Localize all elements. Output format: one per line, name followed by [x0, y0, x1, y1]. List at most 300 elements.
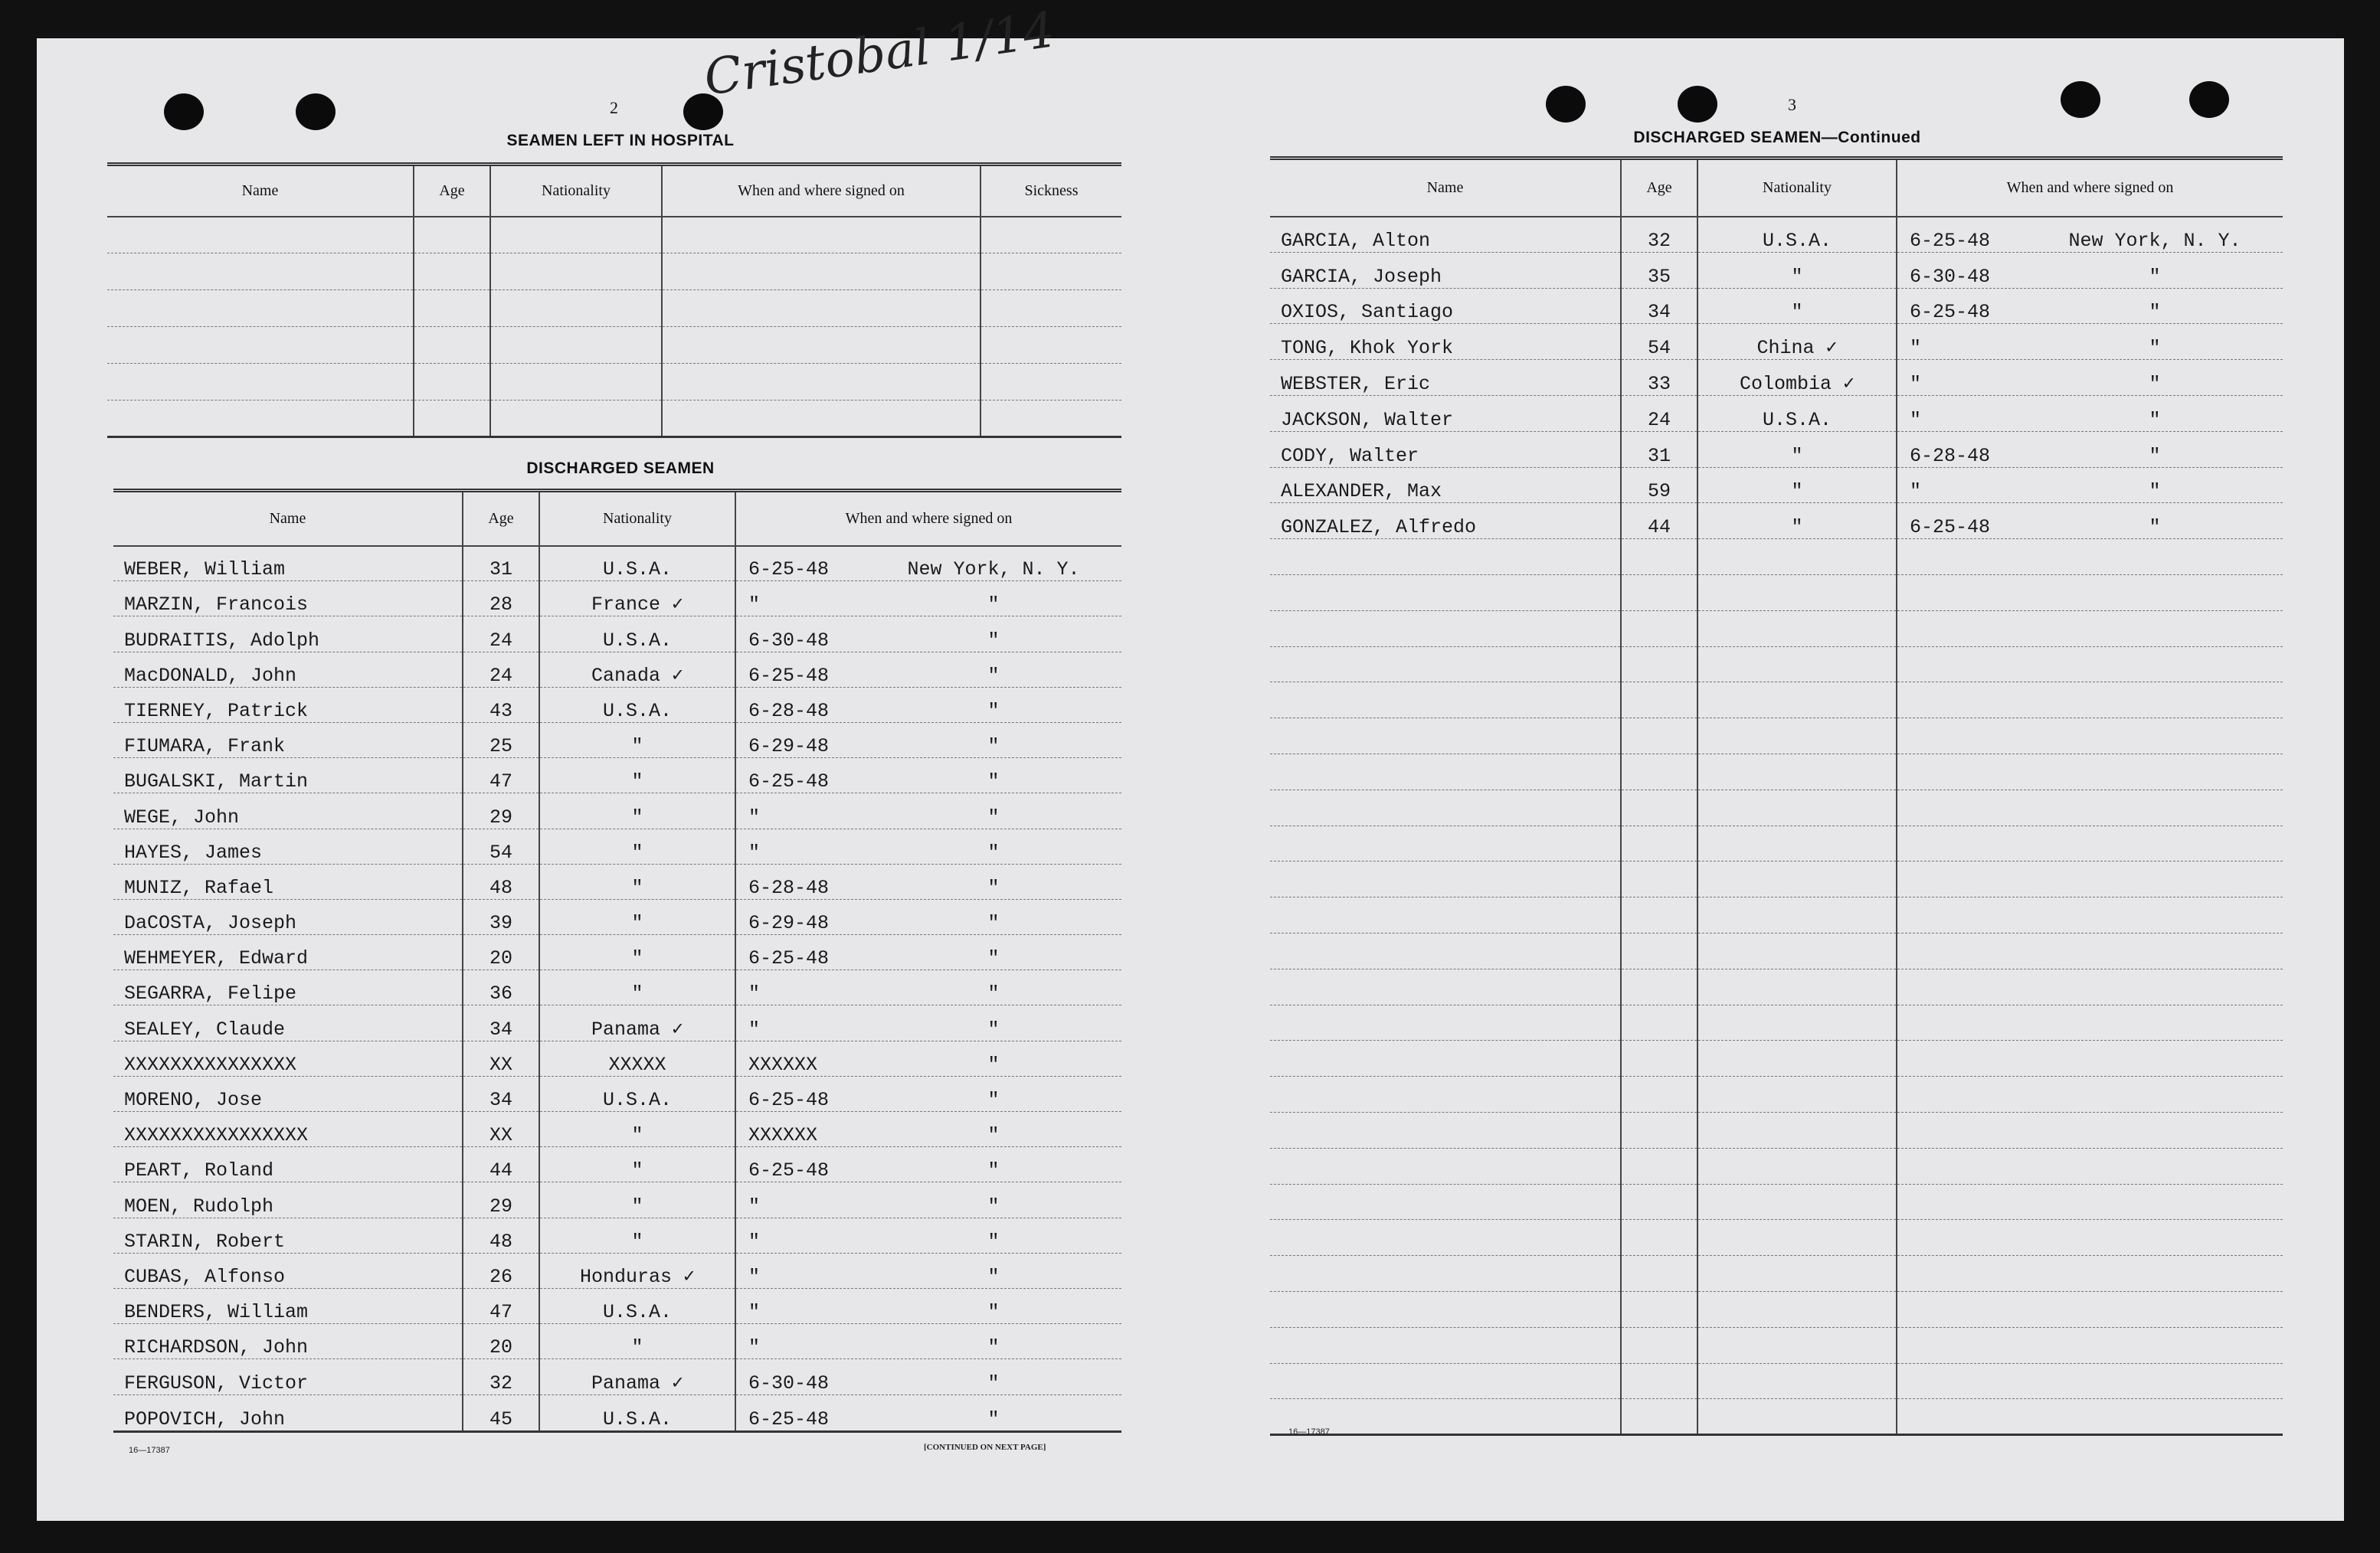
punch-hole [164, 93, 204, 130]
discharged-rows-left [113, 546, 1121, 1432]
seaman-name: SEALEY, Claude [113, 1005, 463, 1041]
signed-on-date: XXXXXX [748, 1053, 818, 1076]
seaman-nationality: U.S.A. [1697, 395, 1897, 431]
signed-on-place: " [987, 1372, 1000, 1394]
signed-on-date: 6-25-48 [1910, 301, 1991, 324]
seaman-nationality: " [1697, 503, 1897, 539]
signed-on-cell [1897, 217, 2283, 253]
seaman-name: TONG, Khok York [1270, 324, 1621, 360]
blank-row [1270, 862, 2283, 897]
signed-on-place: " [987, 1265, 1000, 1288]
signed-on-cell [735, 1005, 1121, 1041]
seaman-row [113, 1324, 1121, 1359]
signed-on-date: " [748, 1301, 761, 1324]
signed-on-date: " [748, 1265, 761, 1288]
seaman-name: DaCOSTA, Joseph [113, 899, 463, 934]
col-nationality: Nationality [539, 491, 735, 546]
signed-on-place: New York, N. Y. [2068, 229, 2241, 252]
signed-on-date: 6-28-48 [748, 876, 830, 899]
seaman-nationality: Panama ✓ [539, 1359, 735, 1394]
signed-on-date: 6-25-48 [748, 558, 830, 581]
discharged-heading: DISCHARGED SEAMEN [526, 459, 715, 477]
seaman-nationality: " [1697, 288, 1897, 324]
blank-row [1270, 1363, 2283, 1399]
seaman-row [1270, 252, 2283, 288]
seaman-age: 54 [463, 829, 539, 864]
punch-hole [1678, 86, 1717, 123]
seaman-row [1270, 503, 2283, 539]
signed-on-date: " [1910, 337, 1922, 360]
blank-row [1270, 1041, 2283, 1077]
signed-on-date: " [748, 1230, 761, 1253]
seaman-nationality: " [539, 793, 735, 829]
seaman-nationality: U.S.A. [539, 1394, 735, 1431]
seaman-row [113, 829, 1121, 864]
discharged-table-left [113, 489, 1121, 1433]
signed-on-cell [1897, 431, 2283, 467]
blank-row [1270, 574, 2283, 610]
seaman-nationality: " [539, 722, 735, 757]
signed-on-cell [1897, 324, 2283, 360]
seaman-row [1270, 288, 2283, 324]
punch-hole [2189, 81, 2229, 118]
seaman-age: 48 [463, 1218, 539, 1253]
signed-on-date: " [748, 1336, 761, 1359]
seaman-row [1270, 324, 2283, 360]
seaman-name: MOEN, Rudolph [113, 1182, 463, 1218]
signed-on-date: 6-30-48 [748, 629, 830, 652]
col-signed-on: When and where signed on [2006, 178, 2174, 196]
signed-on-place: " [2149, 480, 2161, 503]
hospital-empty-row [107, 364, 1121, 401]
seaman-name: RICHARDSON, John [113, 1324, 463, 1359]
signed-on-cell [735, 899, 1121, 934]
seaman-nationality: U.S.A. [539, 1288, 735, 1323]
signed-on-cell [735, 546, 1121, 581]
signed-on-place: " [2149, 516, 2161, 539]
seaman-nationality: " [1697, 467, 1897, 503]
seaman-age: 32 [1621, 217, 1697, 253]
blank-row [1270, 682, 2283, 718]
signed-on-place: " [987, 735, 1000, 758]
seaman-row [1270, 395, 2283, 431]
discharged-rows-right [1270, 217, 2283, 1435]
seaman-age: 20 [463, 1324, 539, 1359]
blank-row [1270, 826, 2283, 862]
handwritten-note: Cristobal 1/14 [700, 2, 1059, 107]
signed-on-date: " [748, 1018, 761, 1041]
signed-on-date: 6-29-48 [748, 735, 830, 758]
seaman-age: 32 [463, 1359, 539, 1394]
seaman-name: XXXXXXXXXXXXXXXX [113, 1112, 463, 1147]
seaman-name: SEGARRA, Felipe [113, 970, 463, 1005]
seaman-name: BUDRAITIS, Adolph [113, 616, 463, 652]
signed-on-place: " [2149, 444, 2161, 467]
seaman-age: 45 [463, 1394, 539, 1431]
seaman-name: WEBER, William [113, 546, 463, 581]
signed-on-cell [1897, 288, 2283, 324]
seaman-age: XX [463, 1112, 539, 1147]
signed-on-date: 6-28-48 [748, 699, 830, 722]
signed-on-cell [735, 1147, 1121, 1182]
signed-on-date: 6-25-48 [1910, 229, 1991, 252]
seaman-row [113, 1005, 1121, 1041]
signed-on-cell [735, 758, 1121, 793]
seaman-age: 33 [1621, 360, 1697, 396]
blank-row [1270, 539, 2283, 575]
seaman-nationality: Honduras ✓ [539, 1253, 735, 1288]
blank-row [1270, 718, 2283, 754]
seaman-name: GARCIA, Alton [1270, 217, 1621, 253]
seaman-name: FERGUSON, Victor [113, 1359, 463, 1394]
col-name: Name [113, 491, 463, 546]
signed-on-date: " [1910, 480, 1922, 503]
seaman-name: BUGALSKI, Martin [113, 758, 463, 793]
seaman-row [113, 970, 1121, 1005]
signed-on-date: 6-25-48 [748, 947, 830, 970]
hospital-heading: SEAMEN LEFT IN HOSPITAL [506, 132, 735, 149]
signed-on-place: " [2149, 372, 2161, 395]
seaman-nationality: " [539, 1182, 735, 1218]
seaman-row [113, 546, 1121, 581]
seaman-row [113, 899, 1121, 934]
hospital-col-nationality: Nationality [490, 165, 662, 217]
signed-on-place: " [2149, 408, 2161, 431]
seaman-row [1270, 431, 2283, 467]
seaman-nationality: " [539, 935, 735, 970]
signed-on-date: 6-30-48 [748, 1372, 830, 1394]
signed-on-date: " [1910, 372, 1922, 395]
seaman-name: WEHMEYER, Edward [113, 935, 463, 970]
seaman-age: 28 [463, 581, 539, 616]
seaman-name: WEBSTER, Eric [1270, 360, 1621, 396]
seaman-age: XX [463, 1041, 539, 1076]
seaman-name: MUNIZ, Rafael [113, 864, 463, 899]
seaman-row [1270, 360, 2283, 396]
seaman-age: 31 [463, 546, 539, 581]
seaman-name: JACKSON, Walter [1270, 395, 1621, 431]
seaman-nationality: XXXXX [539, 1041, 735, 1076]
signed-on-place: " [987, 982, 1000, 1005]
seaman-age: 36 [463, 970, 539, 1005]
seaman-age: 31 [1621, 431, 1697, 467]
signed-on-date: 6-30-48 [1910, 265, 1991, 288]
punch-hole [296, 93, 336, 130]
seaman-name: TIERNEY, Patrick [113, 687, 463, 722]
signed-on-cell [735, 1394, 1121, 1431]
signed-on-place: " [987, 947, 1000, 970]
page-number-right: 3 [1788, 95, 1796, 114]
signed-on-place: " [2149, 337, 2161, 360]
form-number-left: 16—17387 [129, 1446, 170, 1455]
signed-on-cell [735, 793, 1121, 829]
seaman-nationality: China ✓ [1697, 324, 1897, 360]
seaman-row [1270, 467, 2283, 503]
signed-on-place: " [987, 1124, 1000, 1147]
signed-on-cell [735, 687, 1121, 722]
signed-on-place: New York, N. Y. [907, 558, 1080, 581]
signed-on-cell [1897, 395, 2283, 431]
signed-on-date: " [748, 806, 761, 829]
seaman-nationality: " [539, 864, 735, 899]
seaman-nationality: Panama ✓ [539, 1005, 735, 1041]
seaman-row [113, 652, 1121, 687]
signed-on-cell [735, 581, 1121, 616]
seaman-age: 29 [463, 793, 539, 829]
blank-row [1270, 1112, 2283, 1148]
discharged-continued-heading: DISCHARGED SEAMEN—Continued [1633, 129, 1921, 146]
seaman-name: BENDERS, William [113, 1288, 463, 1323]
signed-on-place: " [987, 1230, 1000, 1253]
seaman-row [113, 1112, 1121, 1147]
signed-on-cell [1897, 252, 2283, 288]
blank-row [1270, 1184, 2283, 1220]
seaman-age: 59 [1621, 467, 1697, 503]
signed-on-cell [735, 1112, 1121, 1147]
seaman-row [113, 758, 1121, 793]
signed-on-date: " [748, 841, 761, 864]
seaman-name: CODY, Walter [1270, 431, 1621, 467]
signed-on-place: " [987, 1336, 1000, 1359]
hospital-col-signed-on: When and where signed on [662, 165, 980, 217]
seaman-age: 47 [463, 758, 539, 793]
seaman-name: MARZIN, Francois [113, 581, 463, 616]
seaman-row [113, 581, 1121, 616]
signed-on-place: " [987, 664, 1000, 687]
signed-on-date: 6-28-48 [1910, 444, 1991, 467]
seaman-name: XXXXXXXXXXXXXXX [113, 1041, 463, 1076]
blank-row [1270, 790, 2283, 826]
seaman-age: 24 [463, 616, 539, 652]
signed-on-place: " [987, 806, 1000, 829]
punch-hole [1546, 86, 1586, 123]
signed-on-cell [735, 616, 1121, 652]
punch-hole [2061, 81, 2100, 118]
seaman-row [113, 793, 1121, 829]
signed-on-date: 6-29-48 [748, 912, 830, 935]
hospital-empty-row [107, 290, 1121, 327]
seaman-row [113, 1076, 1121, 1111]
seaman-age: 20 [463, 935, 539, 970]
signed-on-cell [735, 1218, 1121, 1253]
seaman-name: HAYES, James [113, 829, 463, 864]
hospital-table [107, 162, 1121, 438]
seaman-row [113, 1041, 1121, 1076]
seaman-row [113, 1288, 1121, 1323]
signed-on-date: 6-25-48 [1910, 516, 1991, 539]
signed-on-cell [735, 829, 1121, 864]
discharged-table-right [1270, 156, 2283, 1436]
seaman-age: 34 [463, 1076, 539, 1111]
signed-on-cell [735, 1359, 1121, 1394]
seaman-nationality: " [539, 1324, 735, 1359]
seaman-nationality: Colombia ✓ [1697, 360, 1897, 396]
seaman-nationality: U.S.A. [539, 1076, 735, 1111]
signed-on-place: " [987, 876, 1000, 899]
seaman-nationality: U.S.A. [539, 687, 735, 722]
col-nationality: Nationality [1697, 159, 1897, 217]
col-age: Age [1621, 159, 1697, 217]
seaman-row [113, 722, 1121, 757]
hospital-empty-row [107, 253, 1121, 290]
signed-on-place: " [987, 1195, 1000, 1218]
seaman-age: 25 [463, 722, 539, 757]
hospital-col-age: Age [414, 165, 490, 217]
blank-row [1270, 1077, 2283, 1113]
signed-on-cell [735, 1324, 1121, 1359]
seaman-row [113, 1182, 1121, 1218]
signed-on-cell [735, 1182, 1121, 1218]
seaman-name: FIUMARA, Frank [113, 722, 463, 757]
seaman-nationality: " [539, 970, 735, 1005]
hospital-empty-row [107, 327, 1121, 364]
form-number-right: 16—17387 [1288, 1427, 1330, 1437]
seaman-age: 54 [1621, 324, 1697, 360]
seaman-nationality: U.S.A. [1697, 217, 1897, 253]
blank-row [1270, 897, 2283, 933]
seaman-name: MacDONALD, John [113, 652, 463, 687]
seaman-name: WEGE, John [113, 793, 463, 829]
seaman-age: 34 [1621, 288, 1697, 324]
signed-on-place: " [987, 629, 1000, 652]
signed-on-cell [735, 1253, 1121, 1288]
continued-note: [CONTINUED ON NEXT PAGE] [924, 1443, 1046, 1452]
signed-on-place: " [987, 699, 1000, 722]
seaman-nationality: " [539, 1112, 735, 1147]
seaman-row [113, 1359, 1121, 1394]
seaman-name: STARIN, Robert [113, 1218, 463, 1253]
seaman-age: 44 [463, 1147, 539, 1182]
signed-on-cell [1897, 360, 2283, 396]
signed-on-place: " [987, 1408, 1000, 1430]
seaman-age: 48 [463, 864, 539, 899]
col-age: Age [463, 491, 539, 546]
seaman-name: GARCIA, Joseph [1270, 252, 1621, 288]
seaman-nationality: " [539, 1147, 735, 1182]
col-name: Name [1270, 159, 1621, 217]
seaman-age: 43 [463, 687, 539, 722]
seaman-name: MORENO, Jose [113, 1076, 463, 1111]
seaman-age: 47 [463, 1288, 539, 1323]
seaman-row [113, 1253, 1121, 1288]
seaman-name: PEART, Roland [113, 1147, 463, 1182]
signed-on-cell [735, 1076, 1121, 1111]
blank-row [1270, 933, 2283, 969]
seaman-name: GONZALEZ, Alfredo [1270, 503, 1621, 539]
signed-on-cell [735, 1041, 1121, 1076]
hospital-empty-row [107, 401, 1121, 437]
signed-on-date: 6-25-48 [748, 664, 830, 687]
seaman-name: OXIOS, Santiago [1270, 288, 1621, 324]
blank-row [1270, 1148, 2283, 1184]
seaman-nationality: " [1697, 431, 1897, 467]
seaman-nationality: France ✓ [539, 581, 735, 616]
seaman-age: 35 [1621, 252, 1697, 288]
signed-on-date: " [1910, 408, 1922, 431]
seaman-nationality: " [539, 899, 735, 934]
seaman-row [113, 1394, 1121, 1431]
seaman-age: 29 [463, 1182, 539, 1218]
seaman-nationality: " [1697, 252, 1897, 288]
col-signed-on: When and where signed on [845, 509, 1013, 527]
seaman-row [1270, 217, 2283, 253]
signed-on-place: " [987, 593, 1000, 616]
seaman-nationality: " [539, 758, 735, 793]
blank-row [1270, 1220, 2283, 1256]
seaman-age: 24 [1621, 395, 1697, 431]
signed-on-place: " [2149, 265, 2161, 288]
seaman-age: 34 [463, 1005, 539, 1041]
seaman-row [113, 616, 1121, 652]
seaman-age: 26 [463, 1253, 539, 1288]
signed-on-place: " [987, 770, 1000, 793]
signed-on-date: 6-25-48 [748, 770, 830, 793]
blank-row [1270, 1291, 2283, 1327]
seaman-nationality: " [539, 1218, 735, 1253]
signed-on-cell [735, 722, 1121, 757]
blank-row [1270, 646, 2283, 682]
blank-row [1270, 754, 2283, 790]
signed-on-place: " [987, 912, 1000, 935]
signed-on-place: " [987, 1159, 1000, 1182]
hospital-col-sickness: Sickness [1024, 181, 1079, 199]
seaman-age: 24 [463, 652, 539, 687]
hospital-empty-row [107, 217, 1121, 253]
signed-on-date: " [748, 593, 761, 616]
seaman-row [113, 1147, 1121, 1182]
seaman-nationality: U.S.A. [539, 616, 735, 652]
blank-row [1270, 1256, 2283, 1292]
seaman-nationality: Canada ✓ [539, 652, 735, 687]
signed-on-cell [735, 652, 1121, 687]
signed-on-date: " [748, 1195, 761, 1218]
signed-on-date: " [748, 982, 761, 1005]
page-number-left: 2 [610, 98, 618, 117]
seaman-name: CUBAS, Alfonso [113, 1253, 463, 1288]
signed-on-date: 6-25-48 [748, 1089, 830, 1111]
seaman-age: 39 [463, 899, 539, 934]
blank-row [1270, 969, 2283, 1005]
signed-on-place: " [987, 1089, 1000, 1111]
signed-on-date: 6-25-48 [748, 1408, 830, 1430]
signed-on-cell [735, 864, 1121, 899]
seaman-row [113, 864, 1121, 899]
signed-on-cell [1897, 503, 2283, 539]
signed-on-date: XXXXXX [748, 1124, 818, 1147]
blank-row [1270, 610, 2283, 646]
seaman-nationality: U.S.A. [539, 546, 735, 581]
hospital-col-name: Name [107, 165, 414, 217]
signed-on-date: 6-25-48 [748, 1159, 830, 1182]
signed-on-cell [735, 970, 1121, 1005]
seaman-row [113, 687, 1121, 722]
seaman-row [113, 1218, 1121, 1253]
seaman-name: POPOVICH, John [113, 1394, 463, 1431]
seaman-name: ALEXANDER, Max [1270, 467, 1621, 503]
signed-on-place: " [987, 1053, 1000, 1076]
blank-row [1270, 1399, 2283, 1435]
signed-on-cell [1897, 467, 2283, 503]
signed-on-place: " [987, 1301, 1000, 1324]
seaman-age: 44 [1621, 503, 1697, 539]
signed-on-place: " [2149, 301, 2161, 324]
signed-on-cell [735, 935, 1121, 970]
blank-row [1270, 1005, 2283, 1041]
seaman-nationality: " [539, 829, 735, 864]
signed-on-place: " [987, 841, 1000, 864]
blank-row [1270, 1327, 2283, 1363]
signed-on-place: " [987, 1018, 1000, 1041]
